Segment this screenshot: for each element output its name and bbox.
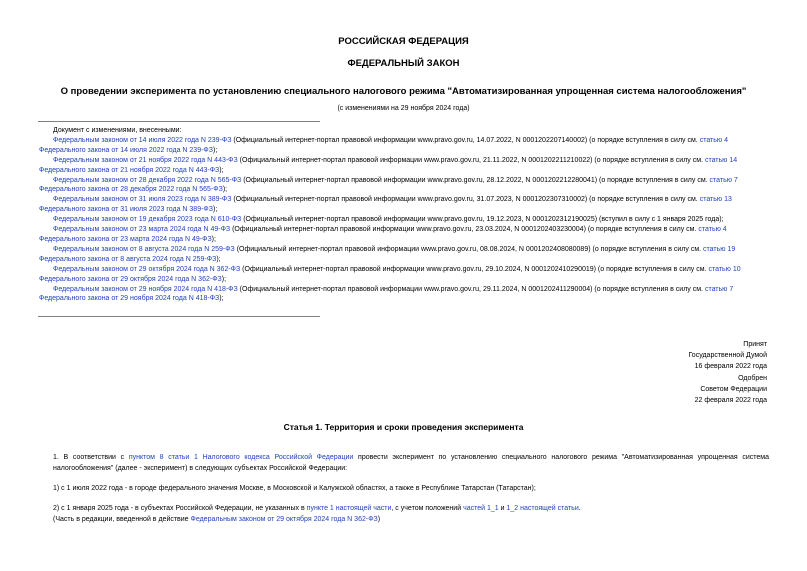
amendment-entry bbox=[39, 156, 769, 176]
law-title: О проведении эксперимента по установлению специального налогового режима "Автоматизированная упрощенная система налогообложения" bbox=[60, 86, 747, 97]
item-1-text: 1) с 1 июля 2022 года - в городе федерального значения Москве, в Московской и Калужской областях, а также в Республике Татарстан (Татарстан); bbox=[53, 485, 536, 492]
amending-law-link[interactable]: Федеральным законом от 23 марта 2024 года N 49-ФЗ bbox=[53, 226, 231, 234]
tax-code-link[interactable]: пунктом 8 статьи 1 Налогового кодекса Российской Федерации bbox=[128, 454, 354, 461]
amending-law-link[interactable]: Федеральным законом от 31 июля 2023 года N 389-ФЗ bbox=[53, 196, 232, 204]
text: и bbox=[498, 505, 507, 512]
amending-law-link[interactable]: Федеральным законом от 8 августа 2024 года N 259-ФЗ bbox=[53, 245, 235, 253]
clause-1-link[interactable]: пункте 1 настоящей части bbox=[306, 505, 392, 512]
law-type-heading: ФЕДЕРАЛЬНЫЙ ЗАКОН bbox=[347, 58, 460, 69]
adoption-line: Советом Федерации bbox=[700, 385, 767, 393]
revision-note: (с изменениями на 29 ноября 2024 года) bbox=[337, 105, 470, 112]
adoption-block bbox=[567, 339, 767, 406]
amendment-closing-text: ); bbox=[212, 146, 218, 154]
amendment-source-text: (Официальный интернет-портал правовой информации www.pravo.gov.ru, 08.08.2024, N 0001202408080089) (о порядке вступления в силу см. bbox=[234, 245, 704, 253]
country-heading: РОССИЙСКАЯ ФЕДЕРАЦИЯ bbox=[338, 36, 469, 47]
amendment-source-text: (Официальный интернет-портал правовой информации www.pravo.gov.ru, 14.07.2022, N 0001202207140002) (о порядке вступления в силу см. bbox=[231, 136, 700, 144]
text: ) bbox=[377, 516, 381, 523]
amendment-closing-text: ); bbox=[219, 166, 224, 174]
amendment-closing-text: ); bbox=[211, 235, 216, 243]
law-ref-link[interactable]: Федерального закона от 14 июля 2022 года N 239-ФЗ bbox=[39, 146, 213, 154]
amendment-source-text: (Официальный интернет-портал правовой информации www.pravo.gov.ru, 28.12.2022, N 0001202212280041) (о порядке вступления в силу см. bbox=[241, 176, 710, 184]
law-ref-link[interactable]: Федерального закона от 31 июля 2023 года N 389-ФЗ bbox=[39, 206, 213, 214]
amendment-closing-text: ); bbox=[216, 255, 221, 263]
amendments-intro: Документ с изменениями, внесенными: bbox=[53, 127, 182, 134]
amendment-entry bbox=[39, 195, 769, 215]
article-ref-link[interactable]: статью 14 bbox=[704, 156, 738, 164]
amendments-list bbox=[39, 136, 769, 304]
parts-1-1-link[interactable]: частей 1_1 bbox=[463, 505, 499, 512]
text: (Часть в редакции, введенной в действие bbox=[53, 516, 191, 523]
adoption-line: Одобрен bbox=[738, 374, 767, 382]
article-ref-link[interactable]: статью 4 bbox=[698, 226, 727, 234]
amendments-block bbox=[39, 126, 769, 304]
law-ref-link[interactable]: Федерального закона от 21 ноября 2022 года N 443-ФЗ bbox=[39, 166, 220, 174]
amending-law-link[interactable]: Федеральным законом от 29 ноября 2024 года N 418-ФЗ bbox=[53, 285, 238, 293]
amendment-source-text: (Официальный интернет-портал правовой информации www.pravo.gov.ru, 21.11.2022, N 0001202211210022) (о порядке вступления в силу см. bbox=[237, 156, 705, 164]
amendment-closing-text: ); bbox=[222, 186, 228, 194]
amendment-source-text: (Официальный интернет-портал правовой информации www.pravo.gov.ru, 19.12.2023, N 0001202312190025) (вступил в силу с 1 января 2025 года); bbox=[241, 216, 724, 224]
amendment-source-text: (Официальный интернет-портал правовой информации www.pravo.gov.ru, 23.03.2024, N 0001202403230004) (о порядке вступления в силу см. bbox=[230, 226, 699, 234]
amendment-source-text: (Официальный интернет-портал правовой информации www.pravo.gov.ru, 29.11.2024, N 0001202411290004) (о порядке вступления в силу см. bbox=[237, 285, 705, 293]
parts-1-2-link[interactable]: 1_2 настоящей статьи bbox=[506, 505, 579, 512]
adoption-line: Государственной Думой bbox=[688, 352, 767, 360]
text: провести эксперимент по установлению специального налогового режима "Автоматизированная упрощенная система налогообложения" (далее - эксперимент) в следующих субъектах Российской Федерации: bbox=[53, 454, 769, 472]
amendment-source-text: (Официальный интернет-портал правовой информации www.pravo.gov.ru, 29.10.2024, N 0001202410290019) (о порядке вступления в силу см. bbox=[240, 265, 709, 273]
amendment-closing-text: ); bbox=[219, 295, 224, 303]
amending-law-link[interactable]: Федеральным законом от 14 июля 2022 года N 239-ФЗ bbox=[53, 136, 232, 144]
law-ref-link[interactable]: Федерального закона от 29 ноября 2024 года N 418-ФЗ bbox=[39, 295, 220, 303]
adoption-line: 22 февраля 2022 года bbox=[694, 397, 767, 405]
adoption-line: 16 февраля 2022 года bbox=[694, 363, 767, 371]
amendment-entry bbox=[39, 285, 769, 305]
amending-law-link[interactable]: Федеральным законом от 19 декабря 2023 года N 610-ФЗ bbox=[53, 216, 242, 224]
article-ref-link[interactable]: статью 10 bbox=[708, 265, 741, 273]
text: . bbox=[578, 505, 581, 512]
article-ref-link[interactable]: статью 4 bbox=[699, 136, 728, 144]
amendment-entry bbox=[39, 225, 769, 245]
amendment-entry bbox=[39, 136, 769, 156]
amendment-closing-text: ); bbox=[212, 206, 218, 214]
amendment-entry bbox=[39, 215, 769, 225]
text: 1. В соответствии с bbox=[53, 454, 129, 461]
law-ref-link[interactable]: Федерального закона от 28 декабря 2022 года N 565-ФЗ bbox=[39, 186, 223, 194]
adoption-line: Принят bbox=[743, 341, 767, 348]
amendments-bottom-divider bbox=[38, 316, 320, 317]
amendment-source-text: (Официальный интернет-портал правовой информации www.pravo.gov.ru, 31.07.2023, N 0001202307310002) (о порядке вступления в силу см. bbox=[231, 196, 700, 204]
law-ref-link[interactable]: Федерального закона от 29 октября 2024 года N 362-ФЗ bbox=[39, 275, 222, 283]
law-ref-link[interactable]: Федерального закона от 8 августа 2024 года N 259-ФЗ bbox=[39, 255, 217, 263]
amendments-top-divider bbox=[38, 121, 320, 122]
article-ref-link[interactable]: статью 19 bbox=[703, 245, 736, 253]
article-1-paragraph-1 bbox=[39, 452, 769, 474]
text: 2) с 1 января 2025 года - в субъектах Российской Федерации, не указанных в bbox=[53, 505, 307, 512]
amendment-entry bbox=[39, 265, 769, 285]
article-1-item-1 bbox=[39, 483, 769, 494]
amending-law-link[interactable]: Федеральным законом от 28 декабря 2022 года N 565-ФЗ bbox=[53, 176, 242, 184]
law-ref-link[interactable]: Федерального закона от 23 марта 2024 года N 49-ФЗ bbox=[39, 235, 212, 243]
amendment-closing-text: ); bbox=[221, 275, 227, 283]
article-1-item-2 bbox=[39, 503, 769, 525]
amendment-entry bbox=[39, 245, 769, 265]
text: , с учетом положений bbox=[391, 505, 464, 512]
amending-law-link[interactable]: Федеральным законом от 21 ноября 2022 года N 443-ФЗ bbox=[53, 156, 238, 164]
law-362-link[interactable]: Федеральным законом от 29 октября 2024 года N 362-ФЗ bbox=[190, 516, 378, 523]
amendment-entry bbox=[39, 176, 769, 196]
article-ref-link[interactable]: статью 13 bbox=[699, 196, 732, 204]
article-1-title: Статья 1. Территория и сроки проведения эксперимента bbox=[283, 422, 524, 432]
article-ref-link[interactable]: статью 7 bbox=[704, 285, 734, 293]
article-ref-link[interactable]: статью 7 bbox=[709, 176, 738, 184]
amending-law-link[interactable]: Федеральным законом от 29 октября 2024 года N 362-ФЗ bbox=[53, 265, 241, 273]
